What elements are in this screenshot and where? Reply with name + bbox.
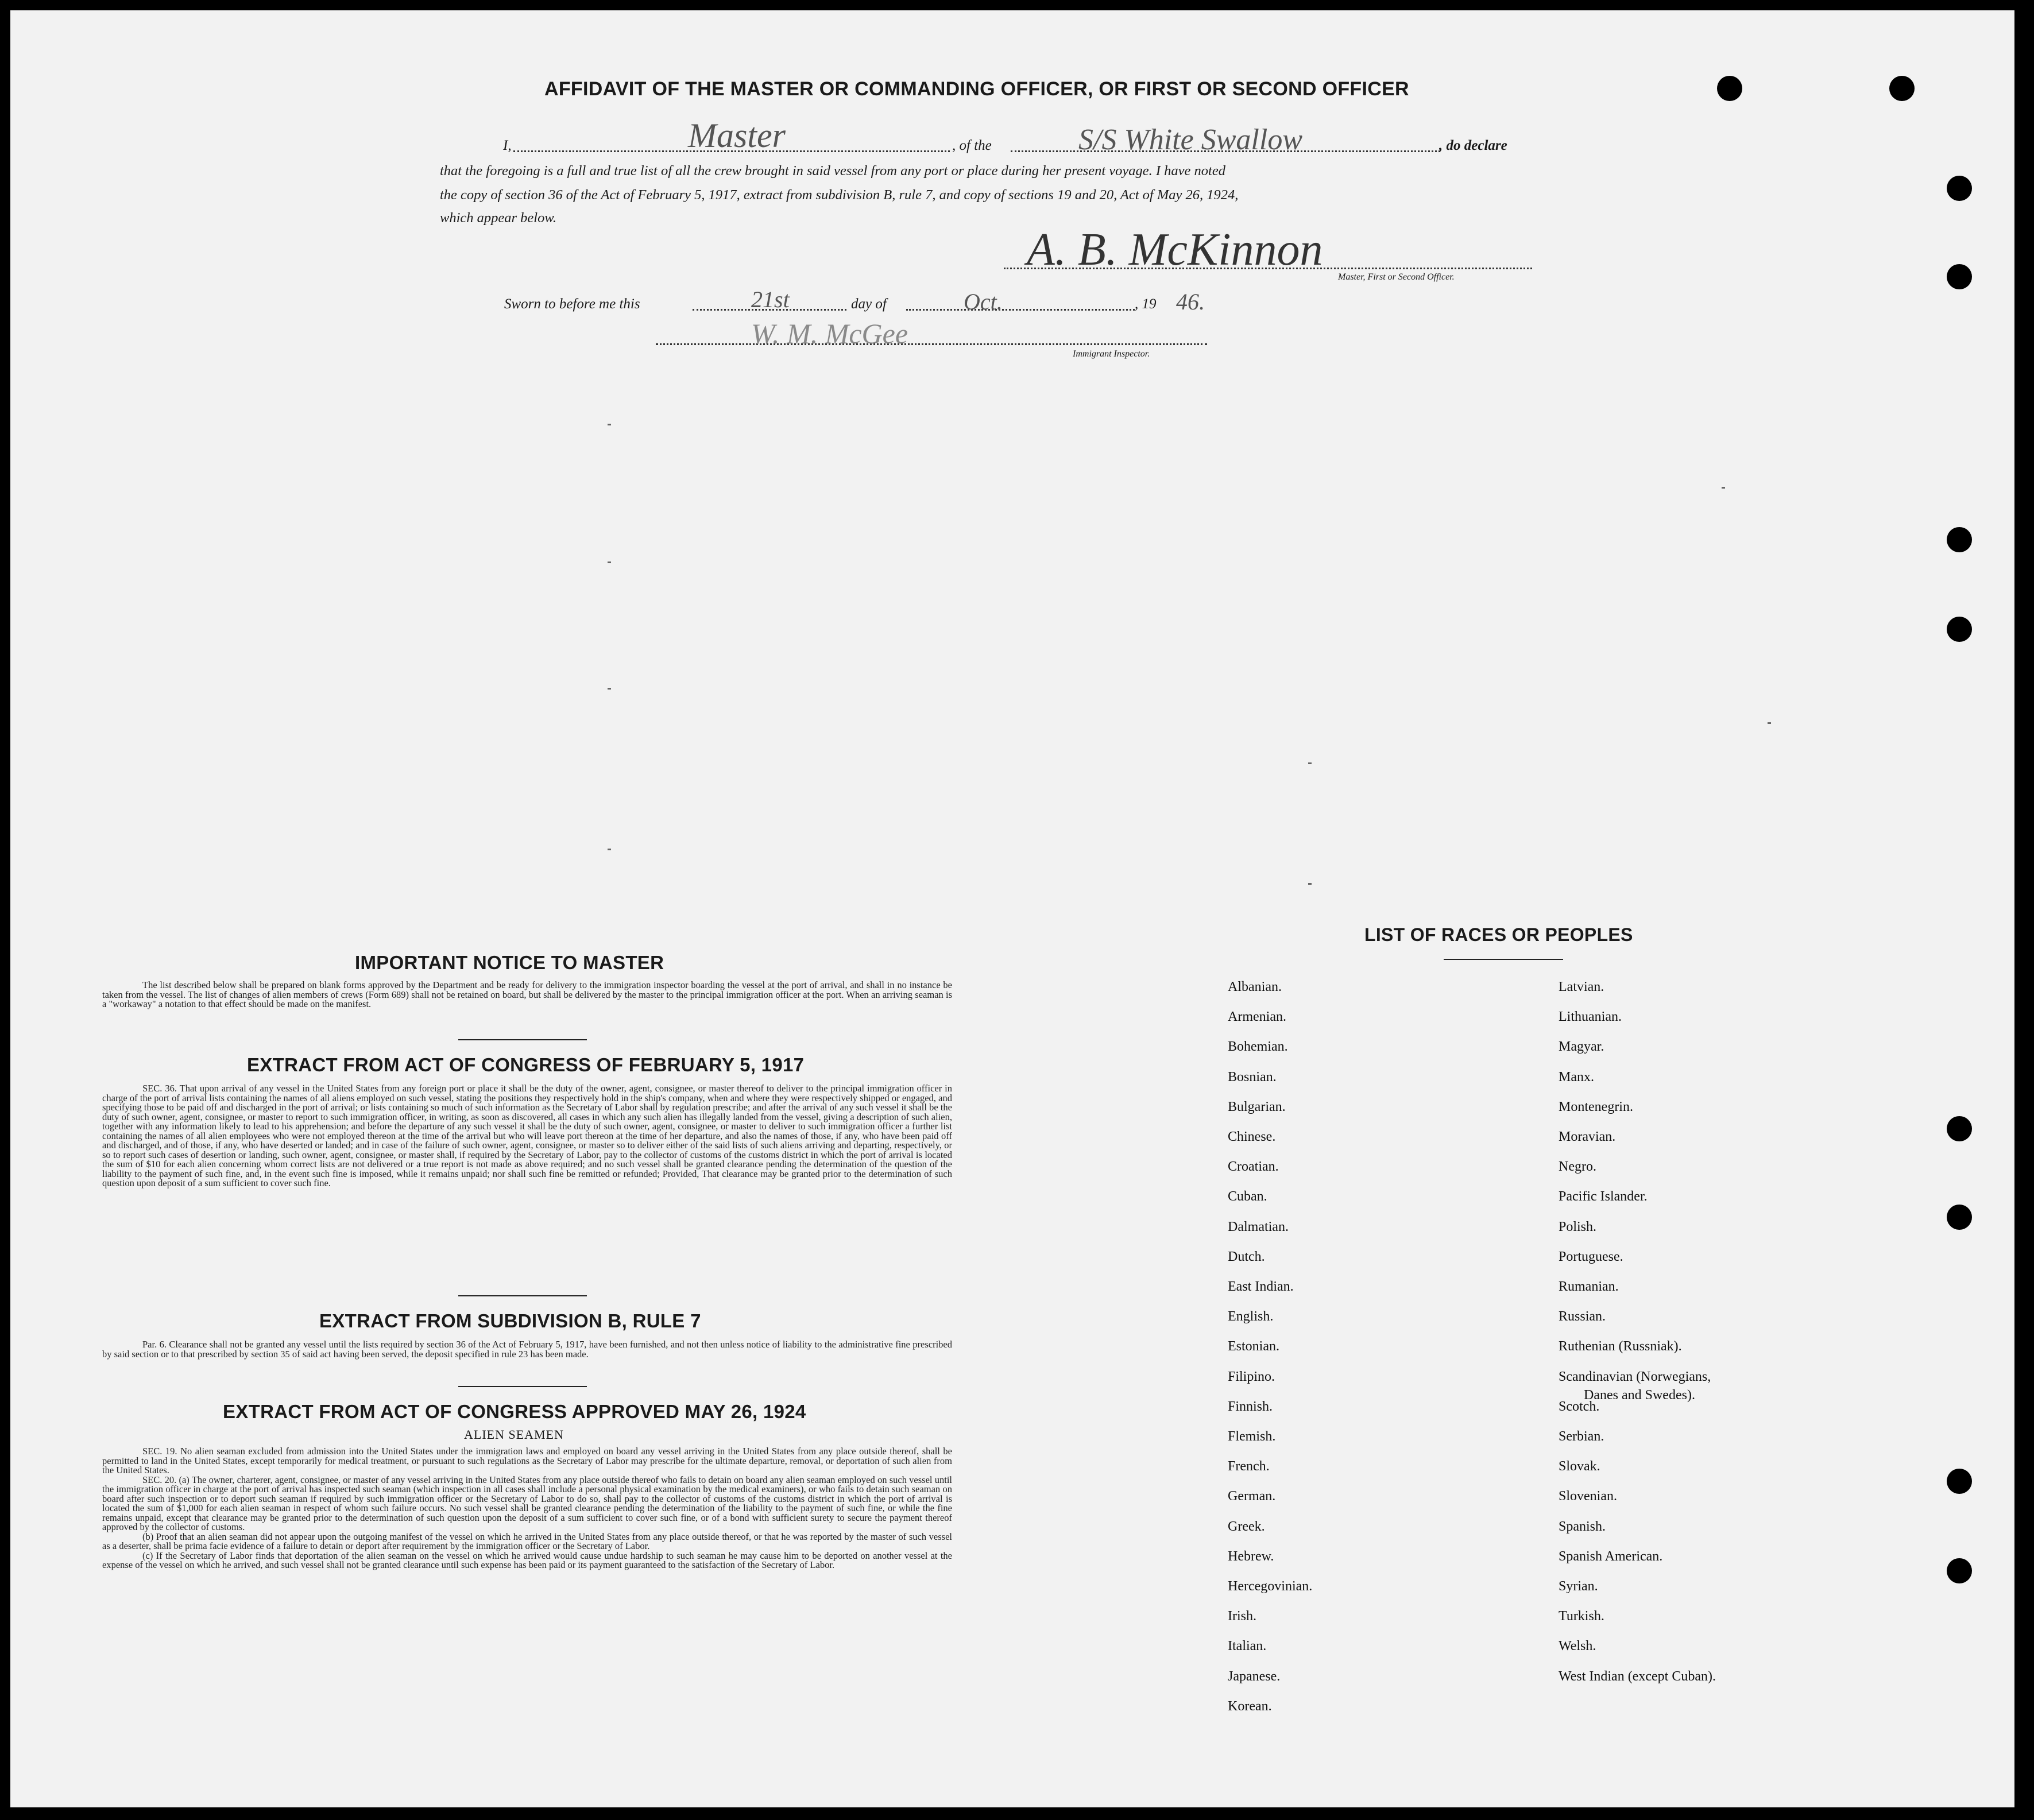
punch-hole [1947, 1116, 1972, 1141]
race-list-item: Albanian. [1228, 979, 1282, 994]
race-list-item: Italian. [1228, 1639, 1267, 1654]
race-list-item: Serbian. [1559, 1429, 1604, 1444]
race-list-item: Estonian. [1228, 1339, 1279, 1354]
section-divider [458, 1295, 587, 1296]
race-list-item: Korean. [1228, 1699, 1272, 1714]
master-signature: A. B. McKinnon [1027, 224, 1323, 275]
handwritten-rank: Master [688, 117, 786, 154]
extract-1924-subtitle: ALIEN SEAMEN [464, 1427, 564, 1442]
notice-text [102, 981, 952, 1009]
sworn-prefix: Sworn to before me this [504, 296, 640, 312]
race-list-item: German. [1228, 1489, 1276, 1504]
extract-rule7-text [102, 1340, 952, 1359]
speck [1308, 762, 1312, 764]
race-list-item: Pacific Islander. [1559, 1189, 1648, 1204]
notice-paragraph: The list described below shall be prepared on blank forms approved by the Department and be ready for delivery to the immigration inspector boarding the vessel at the port of arrival, and shall in no instance be taken from the vessel. The list of changes of alien members of crews (Form 689) shall not be retained on board, but shall be delivered by the master to the principal immigration officer at the port. When an arriving seaman is a "workaway" a notation to that effect should be made on the manifest. [102, 979, 952, 1009]
signature-caption: Master, First or Second Officer. [1338, 272, 1455, 282]
speck [608, 562, 611, 563]
affidavit-title: AFFIDAVIT OF THE MASTER OR COMMANDING OFFICER, OR FIRST OR SECOND OFFICER [544, 78, 1409, 100]
signature-line [1004, 268, 1532, 269]
extract-rule7-paragraph: Par. 6. Clearance shall not be granted any vessel until the lists required by section 36 of the Act of February 5, 1917, have been furnished, and not then unless notice of liability to the administrative fine prescribed by said section or to that prescribed by section 35 of said act having been served, the deposit specified in rule 23 has been made. [102, 1339, 952, 1360]
race-list-item: Spanish American. [1559, 1549, 1663, 1564]
race-list-item: Rumanian. [1559, 1279, 1619, 1294]
sworn-year: 46. [1176, 289, 1205, 315]
extract-rule7-title: EXTRACT FROM SUBDIVISION B, RULE 7 [319, 1310, 701, 1331]
race-list-item: Bulgarian. [1228, 1099, 1286, 1114]
punch-hole [1889, 76, 1915, 101]
sworn-day-of: day of [851, 296, 887, 312]
race-list-item: Cuban. [1228, 1189, 1267, 1204]
sec20a-paragraph: SEC. 20. (a) The owner, charterer, agent, consignee, or master of any vessel arriving in the United States from any place outside thereof who fails to detain on board any alien seaman employed on such vessel until the immigration officer in charge at the port of arrival has inspected such seaman (which inspection in all cases shall include a personal physical examination by the medical examiners), or who fails to detain such seaman on board after such inspection or to deport such seaman if required by such immigration officer or the Secretary of Labor to do so, shall pay to the collector of customs of the customs district in which the port of arrival is located the sum of $1,000 for each alien seaman in respect of whom such failure occurs. No such vessel shall be granted clearance pending the determination of the liability to the payment of such fine, or while the fine remains unpaid, except that clearance may be granted prior to the determination of such question upon the deposit of a sum sufficient to cover such fine, or of a bond with sufficient surety to secure the payment thereof approved by the collector of customs. [102, 1474, 952, 1532]
race-list-item: Spanish. [1559, 1519, 1606, 1534]
race-list-item: Magyar. [1559, 1039, 1604, 1054]
race-list-item: Irish. [1228, 1609, 1256, 1624]
extract-1917-paragraph: SEC. 36. That upon arrival of any vessel in the United States from any foreign port or place it shall be the duty of the owner, agent, consignee, or master thereof to deliver to the principal immigration officer in charge of the port of arrival lists containing the names of all aliens employed on such vessel, stating the positions they respectively hold in the ship's company, when and where they were respectively shipped or engaged, and specifying those to be paid off and discharged in the port of arrival; or lists containing so much of such information as the Secretary of Labor shall by regulation prescribe; and after the arrival of any such vessel it shall be the duty of such owner, agent, consignee, or master to report to such immigration officer, in writing, as soon as discovered, all cases in which any such alien has illegally landed from the vessel, giving a description of such alien, together with any information likely to lead to his apprehension; and before the departure of any such vessel it shall be the duty of such owner, agent, consignee, or master to deliver to such immigration officer a further list containing the names of all alien employees who were not employed thereon at the time of the arrival but who will leave port thereon at the time of her departure, and also the names of those, if any, who have been paid off and discharged, and of those, if any, who have deserted or landed; and in case of the failure of such owner, agent, consignee, or master so to deliver either of the said lists of such aliens arriving and departing, respectively, or so to report such cases of desertion or landing, such owner, agent, consignee, or master shall, if required by the Secretary of Labor, pay to the collector of customs of the customs district in which the port of arrival is located the sum of $10 for each alien concerning whom correct lists are not delivered or a true report is not made as above required; and no such vessel shall be granted clearance pending the determination of the question of the liability to the payment of such fine, and, in the event such fine is imposed, while it remains unpaid; nor shall such fine be remitted or refunded; Provided, That clearance may be granted prior to the determination of such question upon deposit of a sum sufficient to cover such fine. [102, 1083, 952, 1188]
punch-hole [1947, 264, 1972, 289]
race-list-item: Syrian. [1559, 1579, 1598, 1594]
race-list-item: Montenegrin. [1559, 1099, 1633, 1114]
affidavit-line1-prefix: I, [503, 138, 512, 153]
race-list-item: Slovenian. [1559, 1489, 1617, 1504]
race-list-item: Croatian. [1228, 1159, 1279, 1174]
race-list-item: French. [1228, 1459, 1270, 1474]
race-list-item: Moravian. [1559, 1129, 1616, 1144]
punch-hole [1717, 76, 1742, 101]
speck [1768, 722, 1771, 724]
punch-hole [1947, 617, 1972, 642]
speck [1722, 487, 1725, 489]
speck [608, 424, 611, 425]
punch-hole [1947, 527, 1972, 552]
punch-hole [1947, 1205, 1972, 1230]
race-list-item: Chinese. [1228, 1129, 1276, 1144]
race-list-item: Bohemian. [1228, 1039, 1288, 1054]
sec19-paragraph: SEC. 19. No alien seaman excluded from admission into the United States under the immigration laws and employed on board any vessel arriving in the United States from any place outside thereof, shall be permitted to land in the United States, except temporarily for medical treatment, or pursuant to such regulations as the Secretary of Labor may prescribe for the ultimate departure, removal, or deportation of such alien from the United States. [102, 1446, 952, 1476]
race-list-item: Hebrew. [1228, 1549, 1274, 1564]
race-list-item: English. [1228, 1309, 1274, 1324]
race-list-item: Bosnian. [1228, 1070, 1277, 1085]
race-list-item: Danes and Swedes). [1584, 1388, 1695, 1403]
race-list-item: Japanese. [1228, 1669, 1281, 1684]
punch-hole [1947, 1558, 1972, 1583]
sworn-year-prefix: , 19 [1135, 296, 1157, 312]
speck [608, 688, 611, 690]
race-list-item: Welsh. [1559, 1639, 1596, 1654]
race-list-item: Latvian. [1559, 979, 1604, 994]
races-title: LIST OF RACES OR PEOPLES [1364, 924, 1633, 945]
race-list-item: East Indian. [1228, 1279, 1294, 1294]
race-list-item: Filipino. [1228, 1369, 1275, 1384]
sworn-day: 21st [751, 286, 790, 312]
races-title-underline [1444, 959, 1563, 960]
extract-1917-title: EXTRACT FROM ACT OF CONGRESS OF FEBRUARY 5, 1917 [247, 1054, 805, 1075]
speck [608, 849, 611, 850]
notice-title: IMPORTANT NOTICE TO MASTER [355, 952, 664, 973]
race-list-item: Slovak. [1559, 1459, 1600, 1474]
affidavit-body-line: which appear below. [440, 210, 557, 226]
race-list-item: Dalmatian. [1228, 1219, 1289, 1234]
affidavit-line1-suffix: , do declare [1439, 138, 1507, 153]
race-list-item: Scotch. [1559, 1399, 1600, 1414]
sworn-month: Oct. [964, 289, 1003, 315]
dotted-line [906, 309, 1135, 311]
race-list-item: Flemish. [1228, 1429, 1276, 1444]
race-list-item: West Indian (except Cuban). [1559, 1669, 1716, 1684]
section-divider [458, 1039, 587, 1040]
race-list-item: Ruthenian (Russniak). [1559, 1339, 1682, 1354]
sec20b-paragraph: (b) Proof that an alien seaman did not appear upon the outgoing manifest of the vessel on which he arrived in the United States from any place outside thereof, or that he was reported by the master of such vessel as a deserter, shall be prima facie evidence of a failure to detain or deport after requirement by the immigration officer or the Secretary of Labor. [102, 1531, 952, 1551]
race-list-item: Portuguese. [1559, 1249, 1623, 1264]
race-list-item: Dutch. [1228, 1249, 1265, 1264]
race-list-item: Hercegovinian. [1228, 1579, 1313, 1594]
extract-1924-text [102, 1447, 952, 1570]
extract-1924-title: EXTRACT FROM ACT OF CONGRESS APPROVED MAY 26, 1924 [223, 1401, 806, 1422]
race-list-item: Negro. [1559, 1159, 1596, 1174]
race-list-item: Manx. [1559, 1070, 1594, 1085]
sec20c-paragraph: (c) If the Secretary of Labor finds that deportation of the alien seaman on the vessel on which he arrived would cause undue hardship to such seaman he may cause him to be deported on another vessel at the expense of the vessel on which he arrived, and such vessel shall not be granted clearance until such expense has been paid or its payment guaranteed to the satisfaction of the Secretary of Labor. [102, 1550, 952, 1570]
race-list-item: Finnish. [1228, 1399, 1273, 1414]
affidavit-body-line: that the foregoing is a full and true list of all the crew brought in said vessel from any port or place during her present voyage. I have noted [440, 163, 1225, 179]
inspector-signature: W. M. McGee [751, 317, 908, 350]
inspector-caption: Immigrant Inspector. [1073, 349, 1150, 359]
speck [1308, 883, 1312, 885]
race-list-item: Turkish. [1559, 1609, 1604, 1624]
document-page [10, 10, 2014, 1807]
punch-hole [1947, 1469, 1972, 1494]
extract-1917-text [102, 1084, 952, 1188]
section-divider [458, 1386, 587, 1387]
race-list-item: Armenian. [1228, 1009, 1286, 1024]
race-list-item: Russian. [1559, 1309, 1606, 1324]
race-list-item: Scandinavian (Norwegians, [1559, 1369, 1711, 1384]
handwritten-vessel: S/S White Swallow [1078, 123, 1302, 156]
affidavit-of-the: , of the [952, 138, 992, 153]
inspector-signature-line [656, 343, 1207, 345]
punch-hole [1947, 176, 1972, 201]
race-list-item: Lithuanian. [1559, 1009, 1622, 1024]
affidavit-body-line: the copy of section 36 of the Act of February 5, 1917, extract from subdivision B, rule 7, and copy of sections 19 and 20, Act of May 26, 1924, [440, 187, 1239, 203]
race-list-item: Polish. [1559, 1219, 1597, 1234]
race-list-item: Greek. [1228, 1519, 1265, 1534]
